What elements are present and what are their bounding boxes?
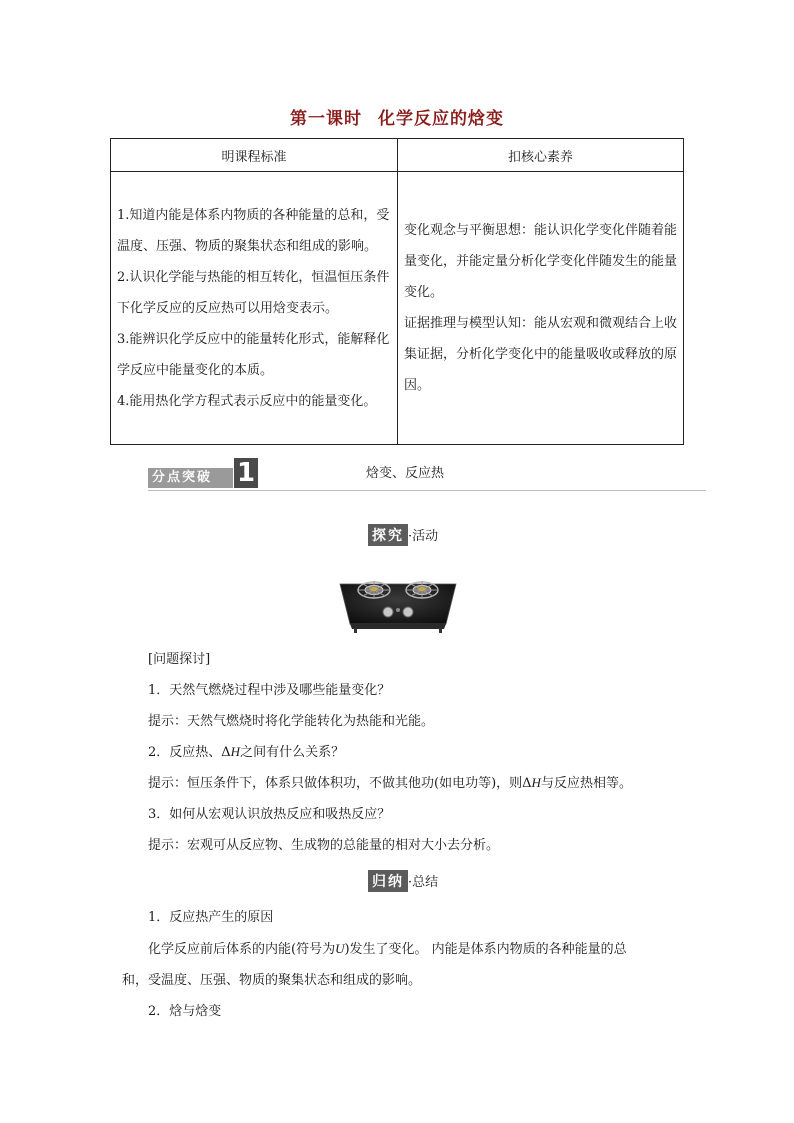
explore-tag-box: 探究 <box>368 524 408 546</box>
standards-cell <box>111 172 398 445</box>
question-1: 1．天然气燃烧过程中涉及哪些能量变化？ <box>148 683 391 698</box>
literacy-item: 证据推理与模型认知：能从宏观和微观结合上收集证据，分析化学变化中的能量吸收或释放的原因。 <box>404 316 678 393</box>
summary-tag-box: 归纳 <box>368 870 408 892</box>
summary-tag: 归纳 ·总结 <box>368 870 438 892</box>
literacy-item: 变化观念与平衡思想：能认识化学变化伴随着能量变化，并能定量分析化学变化伴随发生的能量变化。 <box>404 223 678 300</box>
section-banner <box>148 458 260 488</box>
literacy-cell <box>398 172 684 445</box>
table-header-standards: 明课程标准 <box>111 139 398 172</box>
standard-item: 2.认识化学能与热能的相互转化，恒温恒压条件下化学反应的反应热可以用焓变表示。 <box>117 269 390 316</box>
summary-item-1: 1．反应热产生的原因 <box>148 910 274 925</box>
standard-item: 1.知道内能是体系内物质的各种能量的总和，受温度、压强、物质的聚集状态和组成的影响。 <box>117 207 390 254</box>
standard-item: 3.能辨识化学反应中的能量转化形式，能解释化学反应中能量变化的本质。 <box>117 331 390 378</box>
answer-2: 提示：恒压条件下，体系只做体积功，不做其他功(如电功等)，则ΔH与反应热相等。 <box>148 775 632 791</box>
gas-stove-illustration <box>336 562 460 634</box>
answer-3: 提示：宏观可从反应物、生成物的总能量的相对大小去分析。 <box>148 838 500 853</box>
explore-tag-label: 活动 <box>412 529 439 544</box>
table-header-literacy: 扣核心素养 <box>398 139 684 172</box>
summary-tag-label: 总结 <box>412 875 439 890</box>
curriculum-table <box>110 138 684 445</box>
section-title: 焓变、反应热 <box>366 466 445 481</box>
title-part1: 第一课时 <box>290 109 362 129</box>
page-title <box>0 104 794 129</box>
question-3: 3．如何从宏观认识放热反应和吸热反应？ <box>148 807 391 822</box>
summary-item-2: 2．焓与焓变 <box>148 1004 222 1019</box>
question-2: 2．反应热、ΔH之间有什么关系？ <box>148 744 345 760</box>
explore-tag: 探究 ·活动 <box>368 524 438 546</box>
summary-paragraph-line-1: 化学反应前后体系的内能(符号为U)发生了变化。 内能是体系内物质的各种能量的总 <box>148 941 627 957</box>
question-header: [问题探讨] <box>148 652 211 667</box>
answer-1: 提示：天然气燃烧时将化学能转化为热能和光能。 <box>148 714 435 729</box>
title-part2: 化学反应的焓变 <box>378 109 504 129</box>
banner-text: 分点突破 <box>152 470 213 485</box>
banner-number: 1 <box>234 458 258 488</box>
standard-item: 4.能用热化学方程式表示反应中的能量变化。 <box>117 393 377 409</box>
section-divider <box>148 490 706 491</box>
summary-paragraph-line-2: 和，受温度、压强、物质的聚集状态和组成的影响。 <box>122 973 422 988</box>
